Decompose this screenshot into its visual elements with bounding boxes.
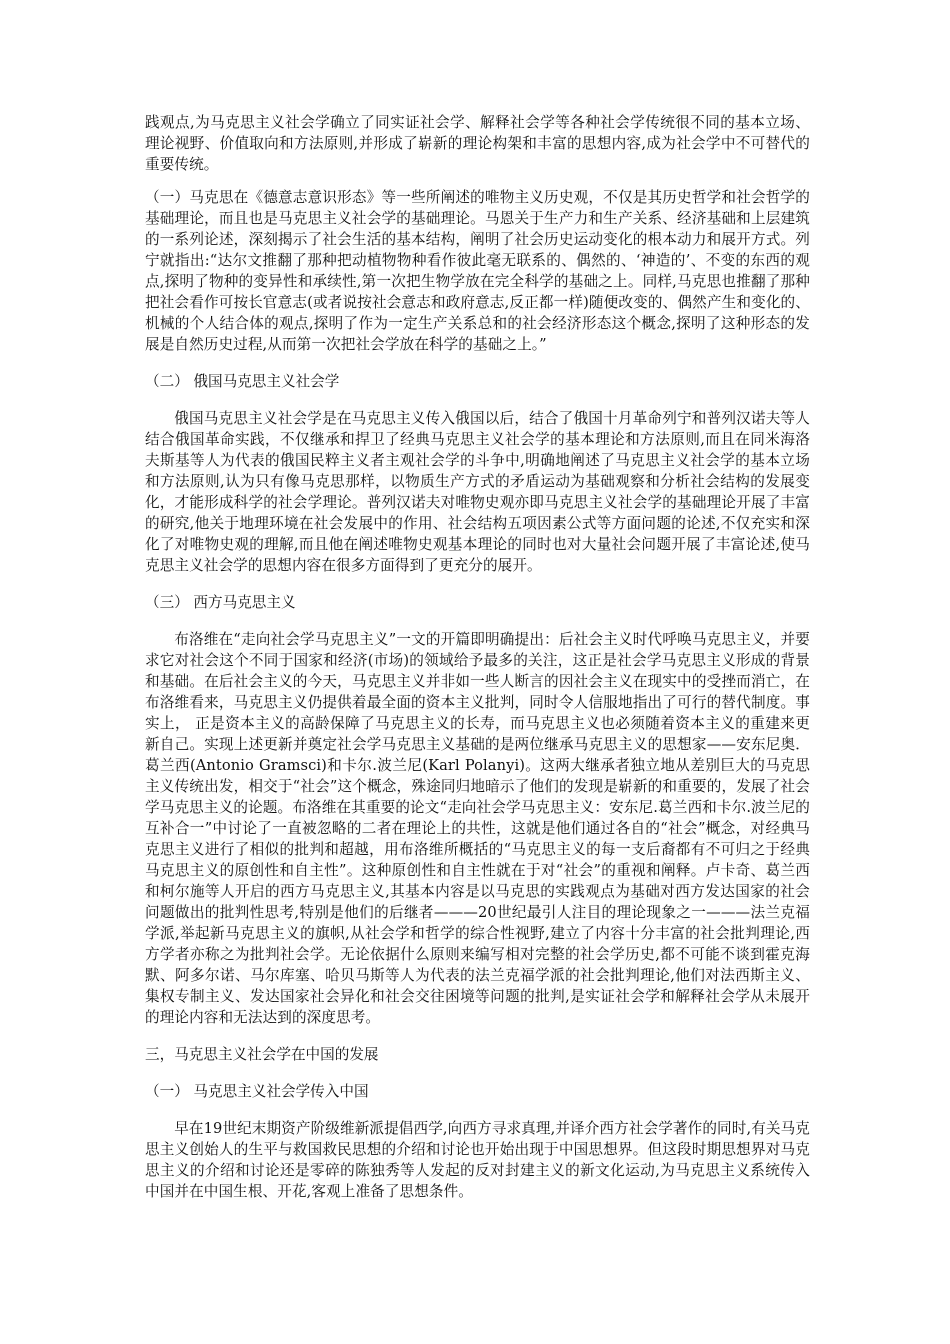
paragraph-marx-historical-materialism: （一）马克思在《德意志意识形态》等一些所阐述的唯物主义历史观，不仅是其历史哲学和社会哲学的基础理论，而且也是马克思主义社会学的基础理论。马恩关于生产力和生产关系、经济基础和上层建筑的一系列论述，深刻揭示了社会生活的基本结构，阐明了社会历史运动变化的根本动力和展开方式。列宁就指出:“达尔文推翻了那种把动植物物种看作彼此毫无联系的、偶然的、‘神造的’、不变的东西的观点,探明了物种的变异性和承续性,第一次把生物学放在完全科学的基础之上。同样,马克思也推翻了那种把社会看作可按长官意志(或者说按社会意志和政府意志,反正都一样)随便改变的、偶然产生和变化的、机械的个人结合体的观点,探明了作为一定生产关系总和的社会经济形态这个概念,探明了这种形态的发展是自然历史过程,从而第一次把社会学放在科学的基础之上。” bbox=[145, 189, 810, 353]
heading-russian-marxist-sociology: （二） 俄国马克思主义社会学 bbox=[145, 373, 340, 390]
paragraph-introduction-to-china: 早在19世纪末期资产阶级维新派提倡西学,向西方寻求真理,并译介西方社会学著作的同时,有关马克思主义创始人的生平与救国救民思想的介绍和讨论也开始出现于中国思想界。但这段时期思想界对马克思主义的介绍和讨论还是零碎的陈独秀等人发起的反对封建主义的新文化运动,为马克思主义系统传入中国并在中国生根、开花,客观上准备了思想条件。 bbox=[145, 1120, 810, 1200]
heading-marxist-sociology-in-china: 三，马克思主义社会学在中国的发展 bbox=[145, 1046, 379, 1063]
paragraph-western-marxism: 布洛维在“走向社会学马克思主义”一文的开篇即明确提出：后社会主义时代呼唤马克思主义，并要求它对社会这个不同于国家和经济(市场)的领域给予最多的关注，这正是社会学马克思主义形成的背景和基础。在后社会主义的今天，马克思主义并非如一些人断言的因社会主义在现实中的受挫而消亡，在布洛维看来，马克思主义仍提供着最全面的资本主义批判，同时令人信服地指出了可行的替代制度。事实上， 正是资本主义的高龄保障了马克思主义的长寿，而马克思主义也必须随着资本主义的重建来更新自己。实现上述更新并奠定社会学马克思主义基础的是两位继承马克思主义的思想家——安东尼奥．葛兰西(Antonio Gramsci)和卡尔.波兰尼(Karl Polanyi)。这两大继承者独立地从差别巨大的马克思主义传统出发，相交于“社会”这个概念，殊途同归地暗示了他们的发现是崭新的和重要的，发展了社会学马克思主义的论题。布洛维在其重要的论文“走向社会学马克思主义：安东尼.葛兰西和卡尔.波兰尼的互补合一”中讨论了一直被忽略的二者在理论上的共性，这就是他们通过各自的“社会”概念，对经典马克思主义进行了相似的批判和超越，用布洛维所概括的“马克思主义的每一支后裔都有不可归之于经典马克思主义的原创性和自主性”。这种原创性和自主性就在于对“社会”的重视和阐释。卢卡奇、葛兰西和柯尔施等人开启的西方马克思主义,其基本内容是以马克思的实践观点为基础对西方发达国家的社会问题做出的批判性思考,特别是他们的后继者———20世纪最引人注目的理论现象之一———法兰克福学派,举起新马克思主义的旗帜,从社会学和哲学的综合性视野,建立了内容十分丰富的社会批判理论,西方学者亦称之为批判社会学。无论依据什么原则来编写相对完整的社会学历史,都不可能不谈到霍克海默、阿多尔诺、马尔库塞、哈贝马斯等人为代表的法兰克福学派的社会批判理论,他们对法西斯主义、集权专制主义、发达国家社会异化和社会交往困境等问题的批判,是实证社会学和解释社会学从未展开的理论内容和无法达到的深度思考。 bbox=[145, 631, 810, 1026]
document-page bbox=[145, 112, 810, 1202]
paragraph-practice-view: 践观点,为马克思主义社会学确立了同实证社会学、解释社会学等各种社会学传统很不同的基本立场、理论视野、价值取向和方法原则,并形成了崭新的理论构架和丰富的思想内容,成为社会学中不可替代的重要传统。 bbox=[145, 114, 810, 173]
heading-western-marxism: （三） 西方马克思主义 bbox=[145, 594, 296, 611]
heading-introduction-to-china: （一） 马克思主义社会学传入中国 bbox=[145, 1083, 369, 1100]
paragraph-russian-marxist-sociology: 俄国马克思主义社会学是在马克思主义传入俄国以后，结合了俄国十月革命列宁和普列汉诺夫等人结合俄国革命实践，不仅继承和捍卫了经典马克思主义社会学的基本理论和方法原则,而且在同米海洛夫斯基等人为代表的俄国民粹主义者主观社会学的斗争中,明确地阐述了马克思主义社会学的基本立场和方法原则,认为只有像马克思那样，以物质生产方式的矛盾运动为基础观察和分析社会结构的发展变化，才能形成科学的社会学理论。普列汉诺夫对唯物史观亦即马克思主义社会学的基础理论开展了丰富的研究,他关于地理环境在社会发展中的作用、社会结构五项因素公式等方面问题的论述,不仅充实和深化了对唯物史观的理解,而且他在阐述唯物史观基本理论的同时也对大量社会问题开展了丰富论述,使马克思主义社会学的思想内容在很多方面得到了更充分的展开。 bbox=[145, 410, 810, 574]
